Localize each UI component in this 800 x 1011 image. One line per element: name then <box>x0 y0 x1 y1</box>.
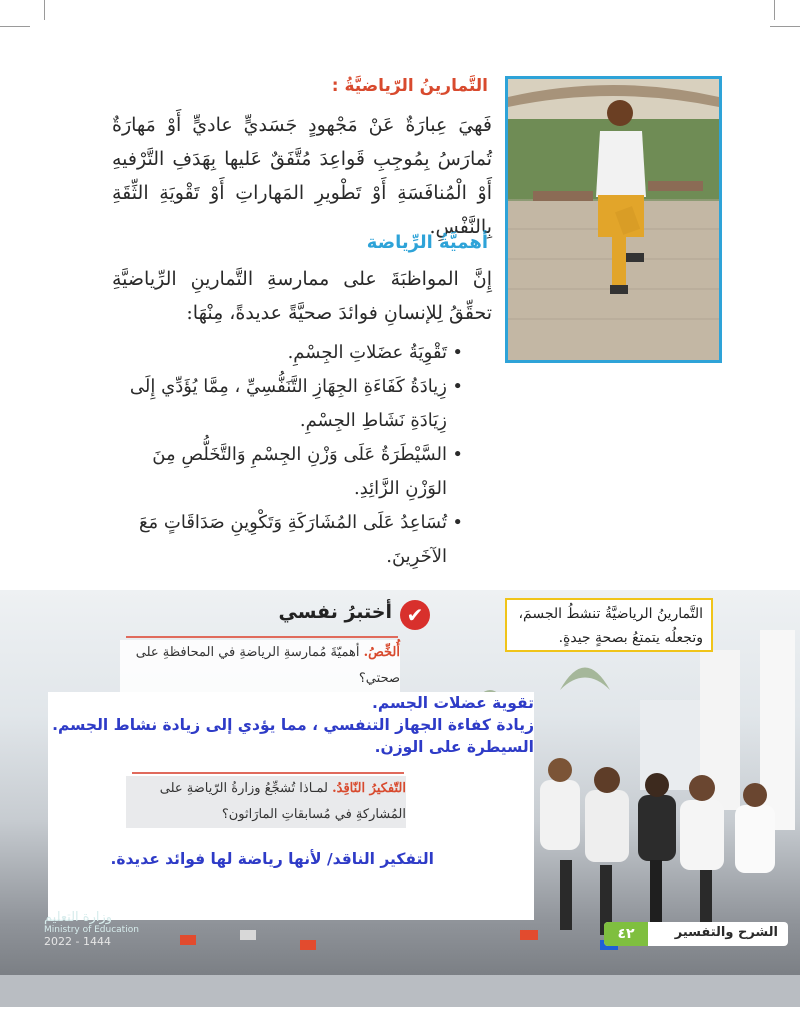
divider <box>126 636 398 638</box>
question-key: أُلخِّصُ. <box>363 645 400 660</box>
self-test-title: أختبرُ نفسي <box>278 601 392 623</box>
section-heading: التَّمارينُ الرّياضيَّةُ : <box>331 76 488 96</box>
ministry-logo <box>44 912 139 948</box>
question-text: لمـاذا تُشجِّعُ وزارةُ الرّياضةِ على المُشاركةِ في مُسابقاتِ المارَاثون؟ <box>159 781 406 822</box>
importance-intro: إِنَّ المواظبَةَ على ممارسةِ التَّمارينِ الرِّياضيَّةِ تحقِّقُ لِلإنسانِ فوائدَ صحيَّةً عديدةً، مِنْهَا: <box>112 268 492 324</box>
crop-mark <box>774 0 775 20</box>
answer-line-3: السيطرة على الوزن. <box>374 738 534 756</box>
crop-mark <box>770 26 800 27</box>
question-text: أهميّةَ مُمارسةِ الرياضةِ في المحافظةِ على صحتي؟ <box>135 645 400 686</box>
importance-heading: أهميَّةُ الرِّياضة <box>366 232 488 253</box>
divider <box>132 772 404 774</box>
ministry-name-en: Ministry of Education <box>44 925 139 935</box>
question-summarize <box>120 640 400 692</box>
question-key: التّفكيرُ النّاقِدُ. <box>332 781 406 796</box>
crop-mark <box>0 26 30 27</box>
page-number: ٤٢ <box>604 922 648 946</box>
footer-label: الشرح والتفسير <box>674 925 778 940</box>
answer-line-1: تقوية عضلات الجسم. <box>371 694 534 712</box>
page-footer <box>604 922 788 946</box>
answer-line-4: التفكير الناقد/ لأنها رياضة لها فوائد عديدة. <box>110 850 434 868</box>
question-critical-thinking <box>126 776 406 828</box>
edition-year: 2022 - 1444 <box>44 935 111 948</box>
list-item: • تُسَاعِدُ عَلَى المُشَارَكَةِ وَتَكْوِينِ صَدَاقَاتٍ مَعَ الآخَرِينَ. <box>108 506 463 574</box>
benefits-list <box>108 336 463 574</box>
list-item: • السَّيْطَرَةُ عَلَى وَزْنِ الجِسْمِ وَالتَّخَلُّصِ مِنَ الوَزْنِ الزَّائِدِ. <box>108 438 463 506</box>
boy-running-photo <box>505 76 722 363</box>
check-icon: ✔ <box>400 600 430 630</box>
list-item: • تَقْوِيَةُ عضَلاتِ الجِسْمِ. <box>108 336 463 370</box>
crop-mark <box>44 0 45 20</box>
list-item: • زِيادَةُ كَفَاءَةِ الجِهَازِ التَّنَفُّسِيِّ ، مِمَّا يُؤَدِّي إِلَى زِيَادَةِ نَشَاطِ الجِسْمِ. <box>108 370 463 438</box>
summary-callout: التَّمارينُ الرياضيَّةُ تنشطُ الجسمَ، وتجعلُه يتمتعُ بصحةٍ جيدةٍ. <box>505 598 713 652</box>
answer-line-2: زيادة كفاءة الجهاز التنفسي ، مما يؤدي إلى زيادة نشاط الجسم. <box>52 716 534 734</box>
ministry-name-ar: وزارة التعليم <box>44 910 113 925</box>
definition-paragraph: فَهيَ عِبارَةٌ عَنْ مَجْهودٍ جَسَديٍّ عاديٍّ أَوْ مَهارَةٌ تُمارَسُ بِمُوجِبِ قَواعِدَ مُتَّفَقٌ عَليها بِهَدَفِ التَّرْفيهِ أَوْ الْمُنافَسَةِ أَوْ تَطْويرِ المَهاراتِ أَوْ تَقْويَةِ الثِّقَةِ بِالنَّفْسِ. <box>112 114 492 238</box>
answer-overlay <box>48 692 534 920</box>
running-boy-illustration <box>508 79 719 360</box>
